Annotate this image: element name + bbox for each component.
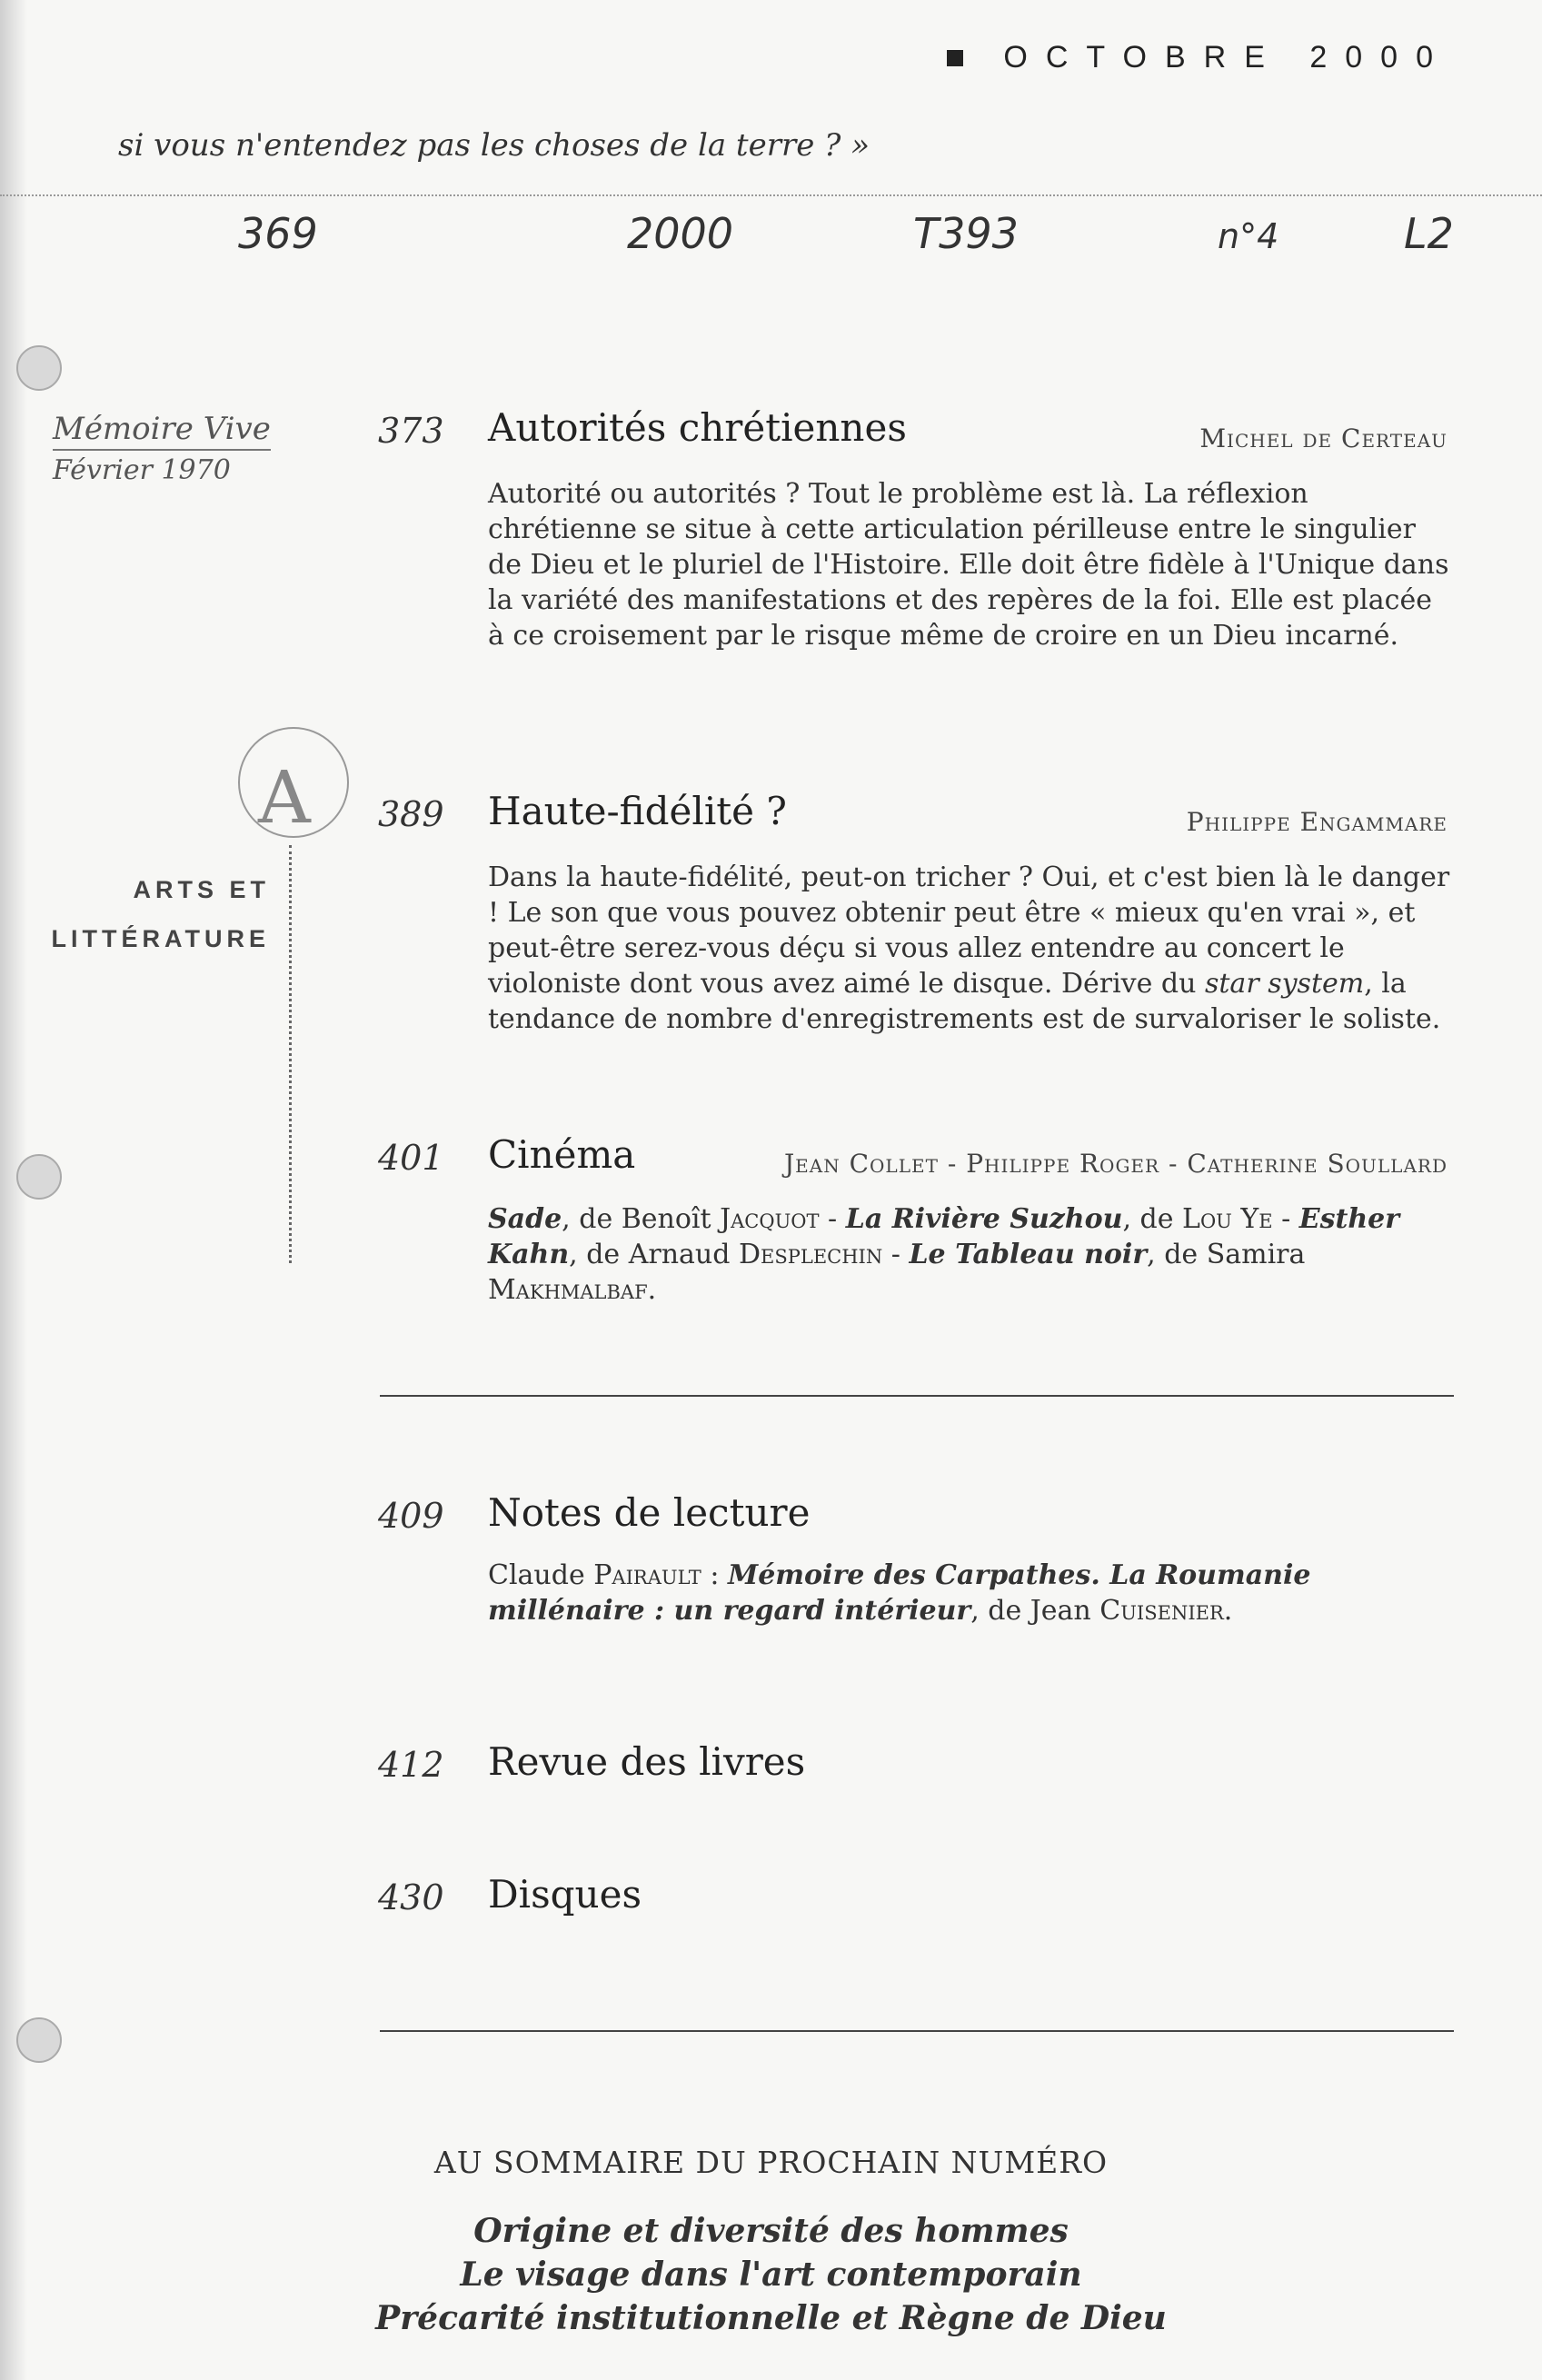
film-director: Lou Ye: [1182, 1203, 1273, 1235]
article-title: Autorités chrétiennes: [488, 405, 907, 450]
next-issue-item: Le visage dans l'art contemporain: [460, 2256, 1082, 2294]
next-issue-heading: AU SOMMAIRE DU PROCHAIN NUMÉRO: [433, 2145, 1109, 2180]
rubric-title: Mémoire Vive: [53, 411, 271, 451]
film-sep: -: [882, 1239, 910, 1270]
film-title: Esther Kahn: [488, 1203, 1400, 1270]
film-title: Sade: [488, 1203, 562, 1235]
article-title: Haute-fidélité ?: [488, 789, 787, 833]
summary-text: , la tendance de nombre d'enregistrements est de survaloriser le soliste.: [488, 968, 1441, 1035]
film-title: Le Tableau noir: [909, 1239, 1148, 1270]
film-by: , de Samira: [1147, 1239, 1306, 1270]
film-sep: -: [1272, 1203, 1299, 1235]
section-label-line2: LITTÉRATURE: [51, 925, 270, 952]
issue-header: [947, 40, 1451, 75]
article-title: Notes de lecture: [488, 1490, 811, 1535]
note-end: .: [1223, 1595, 1233, 1627]
article-summary: [488, 476, 1451, 653]
next-issue-item: Précarité institutionnelle et Règne de Dieu: [375, 2299, 1167, 2337]
horizontal-divider: [380, 1395, 1454, 1397]
article-title: Disques: [488, 1872, 642, 1917]
article-author: Jean Collet - Philippe Roger - Catherine Soullard: [783, 1149, 1447, 1179]
reading-note: [488, 1558, 1451, 1628]
rubric-date: Février 1970: [53, 454, 231, 486]
epigraph: si vous n'entendez pas les choses de la terre ? »: [118, 127, 870, 164]
film-sep: .: [647, 1274, 657, 1306]
note-book-author: Cuisenier: [1099, 1595, 1224, 1627]
binder-hole: [16, 2017, 62, 2063]
handwritten-note-4: n°4: [1218, 216, 1279, 256]
film-by: , de Benoît: [562, 1203, 721, 1235]
film-director: Jacquot: [720, 1203, 820, 1235]
article-author: Michel de Certeau: [1199, 423, 1447, 453]
note-author-surname: Pairault: [593, 1559, 701, 1591]
page-number: 373: [378, 411, 444, 451]
page-number: 412: [378, 1745, 444, 1785]
article-summary: [488, 860, 1451, 1037]
horizontal-divider: [380, 2030, 1454, 2032]
handwritten-note-1: 369: [238, 209, 318, 258]
binder-hole: [16, 1154, 62, 1200]
handwritten-note-3: T393: [913, 209, 1019, 258]
handwritten-note-2: 2000: [627, 209, 734, 258]
note-author: Claude: [488, 1559, 594, 1591]
next-issue-item: Origine et diversité des hommes: [473, 2212, 1069, 2250]
summary-emphasis: star system: [1204, 968, 1365, 1000]
section-label-line1: ARTS ET: [133, 876, 270, 903]
section-letter: A: [258, 755, 311, 840]
film-list: [488, 1201, 1451, 1308]
issue-date: OCTOBRE 2000: [1003, 40, 1451, 75]
handwritten-note-5: L2: [1404, 209, 1454, 258]
page-number: 409: [378, 1496, 444, 1536]
dotted-divider: [0, 194, 1542, 196]
article-author: Philippe Engammare: [1186, 807, 1447, 837]
page-number: 401: [378, 1138, 444, 1178]
page-number: 430: [378, 1877, 444, 1917]
summary-text: Autorité ou autorités ? Tout le problème est là. La réflexion chrétienne se situe à cette articulation périlleuse entre le singulier de Dieu et le pluriel de l'Histoire. Elle doit être fidèle à l'Unique dans la variété des manifestations et des repères de la foi. Elle est placée à ce croisement par le risque même de croire en un Dieu incarné.: [488, 478, 1449, 652]
film-by: , de: [1122, 1203, 1183, 1235]
note-by: , de Jean: [970, 1595, 1100, 1627]
film-director: Desplechin: [738, 1239, 883, 1270]
note-sep: :: [701, 1559, 728, 1591]
section-letter-icon: [238, 727, 349, 838]
section-dotted-line: [289, 845, 292, 1263]
note-book-title: Mémoire des Carpathes. La Roumanie millénaire : un regard intérieur: [488, 1559, 1311, 1627]
film-director: Makhmalbaf: [488, 1274, 648, 1306]
binder-hole: [16, 345, 62, 391]
page-number: 389: [378, 794, 444, 834]
film-sep: -: [819, 1203, 846, 1235]
film-by: , de Arnaud: [569, 1239, 739, 1270]
summary-text: Dans la haute-fidélité, peut-on tricher ? Oui, et c'est bien là le danger ! Le son que vous pouvez obtenir peut être « mieux qu'en vrai », et peut-être serez-vous déçu si vous allez entendre au concert le violoniste dont vous avez aimé le disque. Dérive du: [488, 861, 1450, 1000]
square-bullet-icon: [947, 50, 963, 66]
film-title: La Rivière Suzhou: [845, 1203, 1123, 1235]
article-title: Revue des livres: [488, 1739, 806, 1784]
article-title: Cinéma: [488, 1132, 636, 1177]
